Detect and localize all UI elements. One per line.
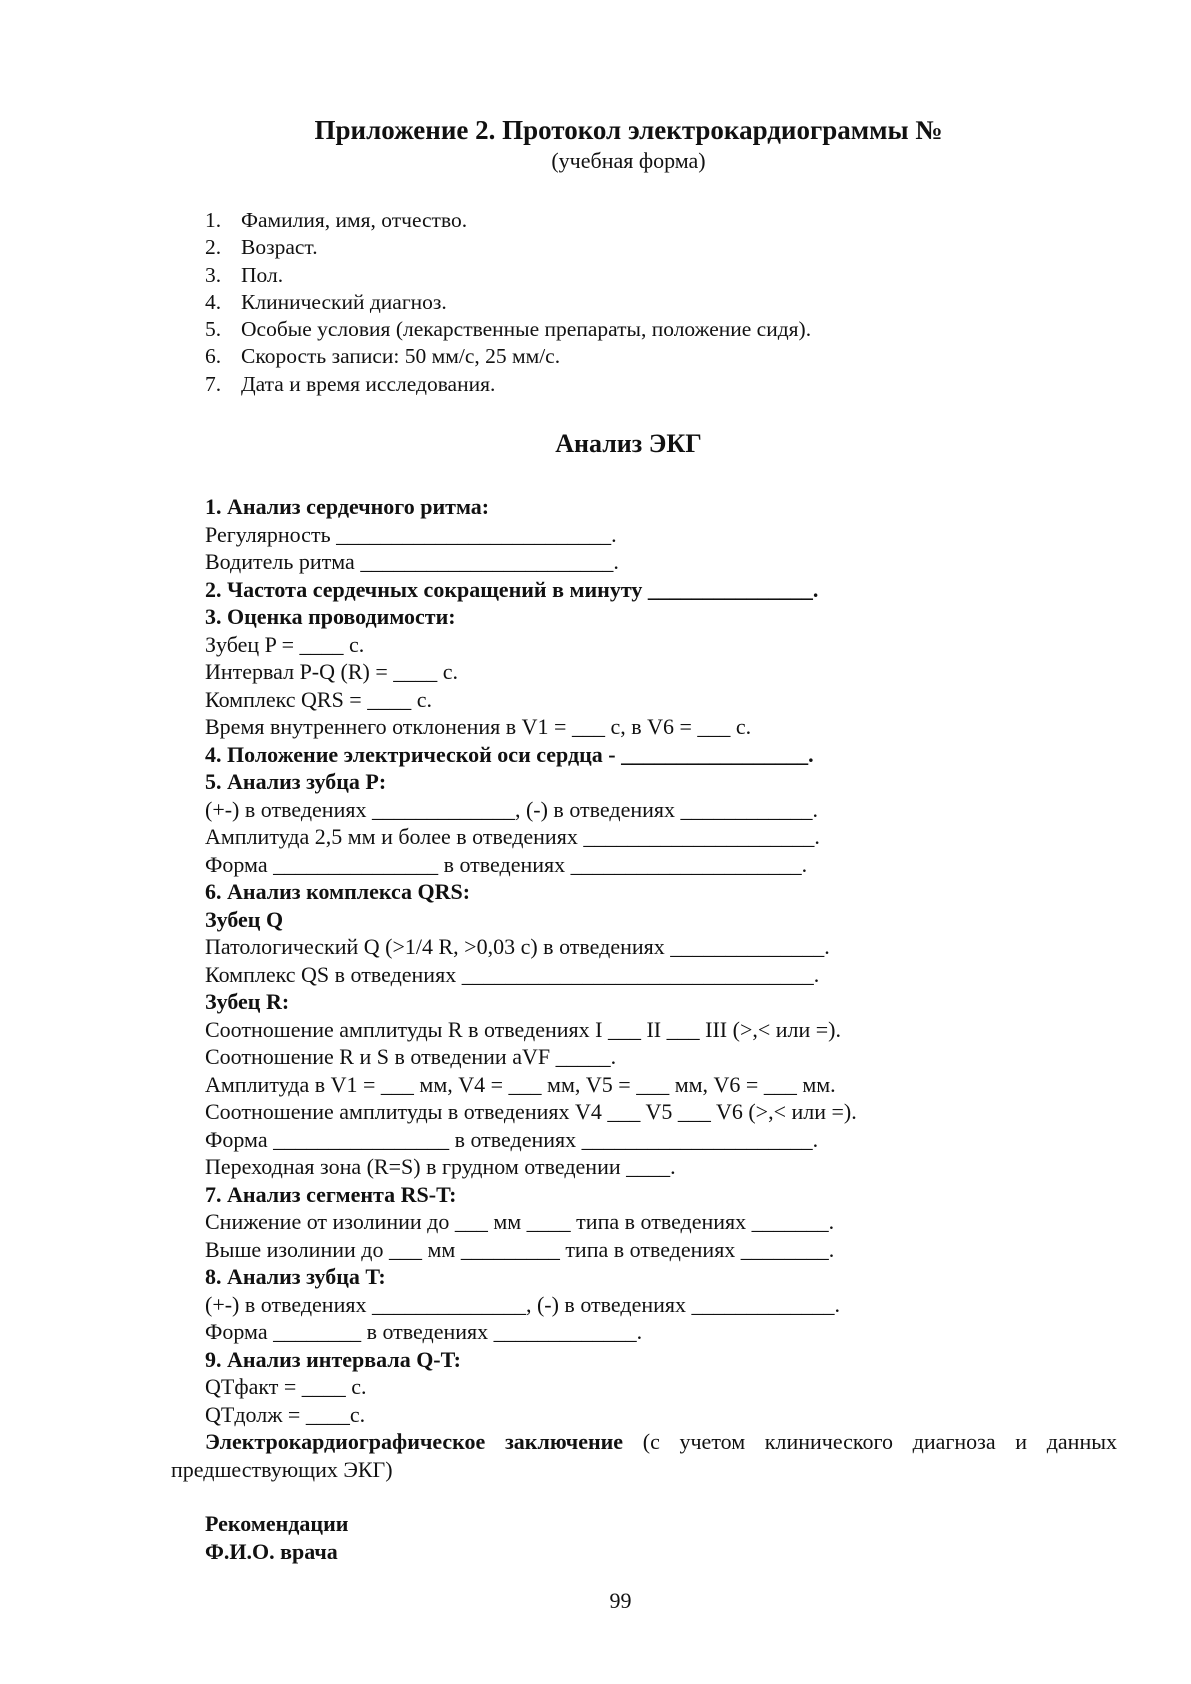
info-item-text: Пол. bbox=[241, 262, 284, 287]
page-number: 99 bbox=[609, 1588, 632, 1613]
info-item bbox=[205, 207, 811, 234]
form-field-line: Регулярность _________________________. bbox=[205, 521, 617, 547]
form-field-line: Интервал P-Q (R) = ____ с. bbox=[205, 659, 459, 684]
form-heading: 5. Анализ зубца P: bbox=[205, 769, 387, 794]
form-field-line: Патологический Q (>1/4 R, >0,03 с) в отведениях ______________. bbox=[205, 934, 830, 959]
form-field-line: Комплекс QRS = ____ с. bbox=[205, 686, 432, 712]
form-heading: 9. Анализ интервала Q-T: bbox=[205, 1346, 461, 1372]
info-item bbox=[205, 262, 811, 289]
ecg-analysis-form bbox=[171, 493, 1117, 1565]
form-field-line: (+-) в отведениях _____________, (-) в отведениях ____________. bbox=[205, 796, 819, 822]
form-field-line: Выше изолинии до ___ мм _________ типа в отведениях ________. bbox=[205, 1236, 835, 1262]
form-field-line: Соотношение R и S в отведении aVF _____. bbox=[205, 1044, 617, 1069]
info-item-text: Возраст. bbox=[241, 235, 318, 260]
info-item-text: Клинический диагноз. bbox=[241, 289, 447, 314]
info-item bbox=[205, 316, 811, 343]
form-field-line: Время внутреннего отклонения в V1 = ___ с, в V6 = ___ с. bbox=[205, 714, 752, 739]
form-field-line: Амплитуда 2,5 мм и более в отведениях _____________________. bbox=[205, 824, 820, 849]
patient-info-list bbox=[205, 207, 811, 398]
form-field-line: Снижение от изолинии до ___ мм ____ типа в отведениях _______. bbox=[205, 1209, 835, 1234]
form-lines bbox=[205, 493, 1115, 1428]
form-field-line: Зубец P = ____ с. bbox=[205, 631, 365, 657]
form-heading: 7. Анализ сегмента RS-T: bbox=[205, 1181, 457, 1207]
form-field-line: (+-) в отведениях ______________, (-) в отведениях _____________. bbox=[205, 1291, 841, 1317]
info-item-text: Скорость записи: 50 мм/с, 25 мм/с. bbox=[241, 344, 561, 369]
info-item-number: 5. bbox=[205, 317, 222, 342]
doctor-name-label: Ф.И.О. врача bbox=[205, 1538, 338, 1564]
conclusion-text: (с учетом клинического диагноза и данных предшествующих ЭКГ) bbox=[171, 1429, 1117, 1482]
form-field-line: Переходная зона (R=S) в грудном отведении ____. bbox=[205, 1154, 676, 1179]
document-title: Приложение 2. Протокол электрокардиограммы № bbox=[314, 115, 943, 145]
form-heading: 2. Частота сердечных сокращений в минуту _______________. bbox=[205, 576, 819, 602]
info-item bbox=[205, 234, 811, 261]
recommendations-label: Рекомендации bbox=[205, 1511, 349, 1536]
form-field-line: Форма ________ в отведениях _____________. bbox=[205, 1319, 643, 1344]
form-field-line: Форма _______________ в отведениях _____________________. bbox=[205, 851, 808, 877]
form-field-line: Комплекс QS в отведениях ________________________________. bbox=[205, 961, 820, 987]
info-item-number: 6. bbox=[205, 344, 222, 369]
info-item-number: 2. bbox=[205, 235, 222, 260]
info-item-number: 7. bbox=[205, 371, 222, 396]
form-field-line: Соотношение амплитуды R в отведениях I ___ II ___ III (>,< или =). bbox=[205, 1016, 842, 1042]
info-item-number: 4. bbox=[205, 289, 222, 314]
section-title: Анализ ЭКГ bbox=[555, 429, 702, 458]
form-field-line: QTдолж = ____с. bbox=[205, 1401, 366, 1427]
form-heading: Зубец Q bbox=[205, 906, 284, 932]
form-field-line: Водитель ритма _______________________. bbox=[205, 549, 619, 574]
info-item-text: Особые условия (лекарственные препараты, положение сидя). bbox=[241, 317, 812, 342]
form-heading: 6. Анализ комплекса QRS: bbox=[205, 879, 471, 904]
info-item-number: 3. bbox=[205, 262, 222, 287]
info-item bbox=[205, 343, 811, 370]
form-heading: 1. Анализ сердечного ритма: bbox=[205, 494, 490, 519]
form-field-line: QTфакт = ____ с. bbox=[205, 1374, 367, 1399]
conclusion-label: Электрокардиографическое заключение bbox=[205, 1429, 624, 1454]
conclusion-paragraph bbox=[171, 1428, 1117, 1483]
form-field-line: Амплитуда в V1 = ___ мм, V4 = ___ мм, V5 = ___ мм, V6 = ___ мм. bbox=[205, 1071, 836, 1097]
info-item-number: 1. bbox=[205, 208, 222, 232]
document-subtitle: (учебная форма) bbox=[551, 148, 706, 173]
form-heading: Зубец R: bbox=[205, 989, 290, 1014]
form-field-line: Форма ________________ в отведениях _____________________. bbox=[205, 1126, 819, 1152]
info-item-text: Фамилия, имя, отчество. bbox=[241, 208, 468, 232]
form-field-line: Соотношение амплитуды в отведениях V4 ___ V5 ___ V6 (>,< или =). bbox=[205, 1099, 857, 1124]
info-item bbox=[205, 289, 811, 316]
form-heading: 3. Оценка проводимости: bbox=[205, 604, 456, 629]
form-heading: 4. Положение электрической оси сердца - _________________. bbox=[205, 741, 814, 767]
info-item-text: Дата и время исследования. bbox=[241, 371, 496, 396]
form-heading: 8. Анализ зубца T: bbox=[205, 1264, 386, 1289]
info-item bbox=[205, 371, 811, 398]
